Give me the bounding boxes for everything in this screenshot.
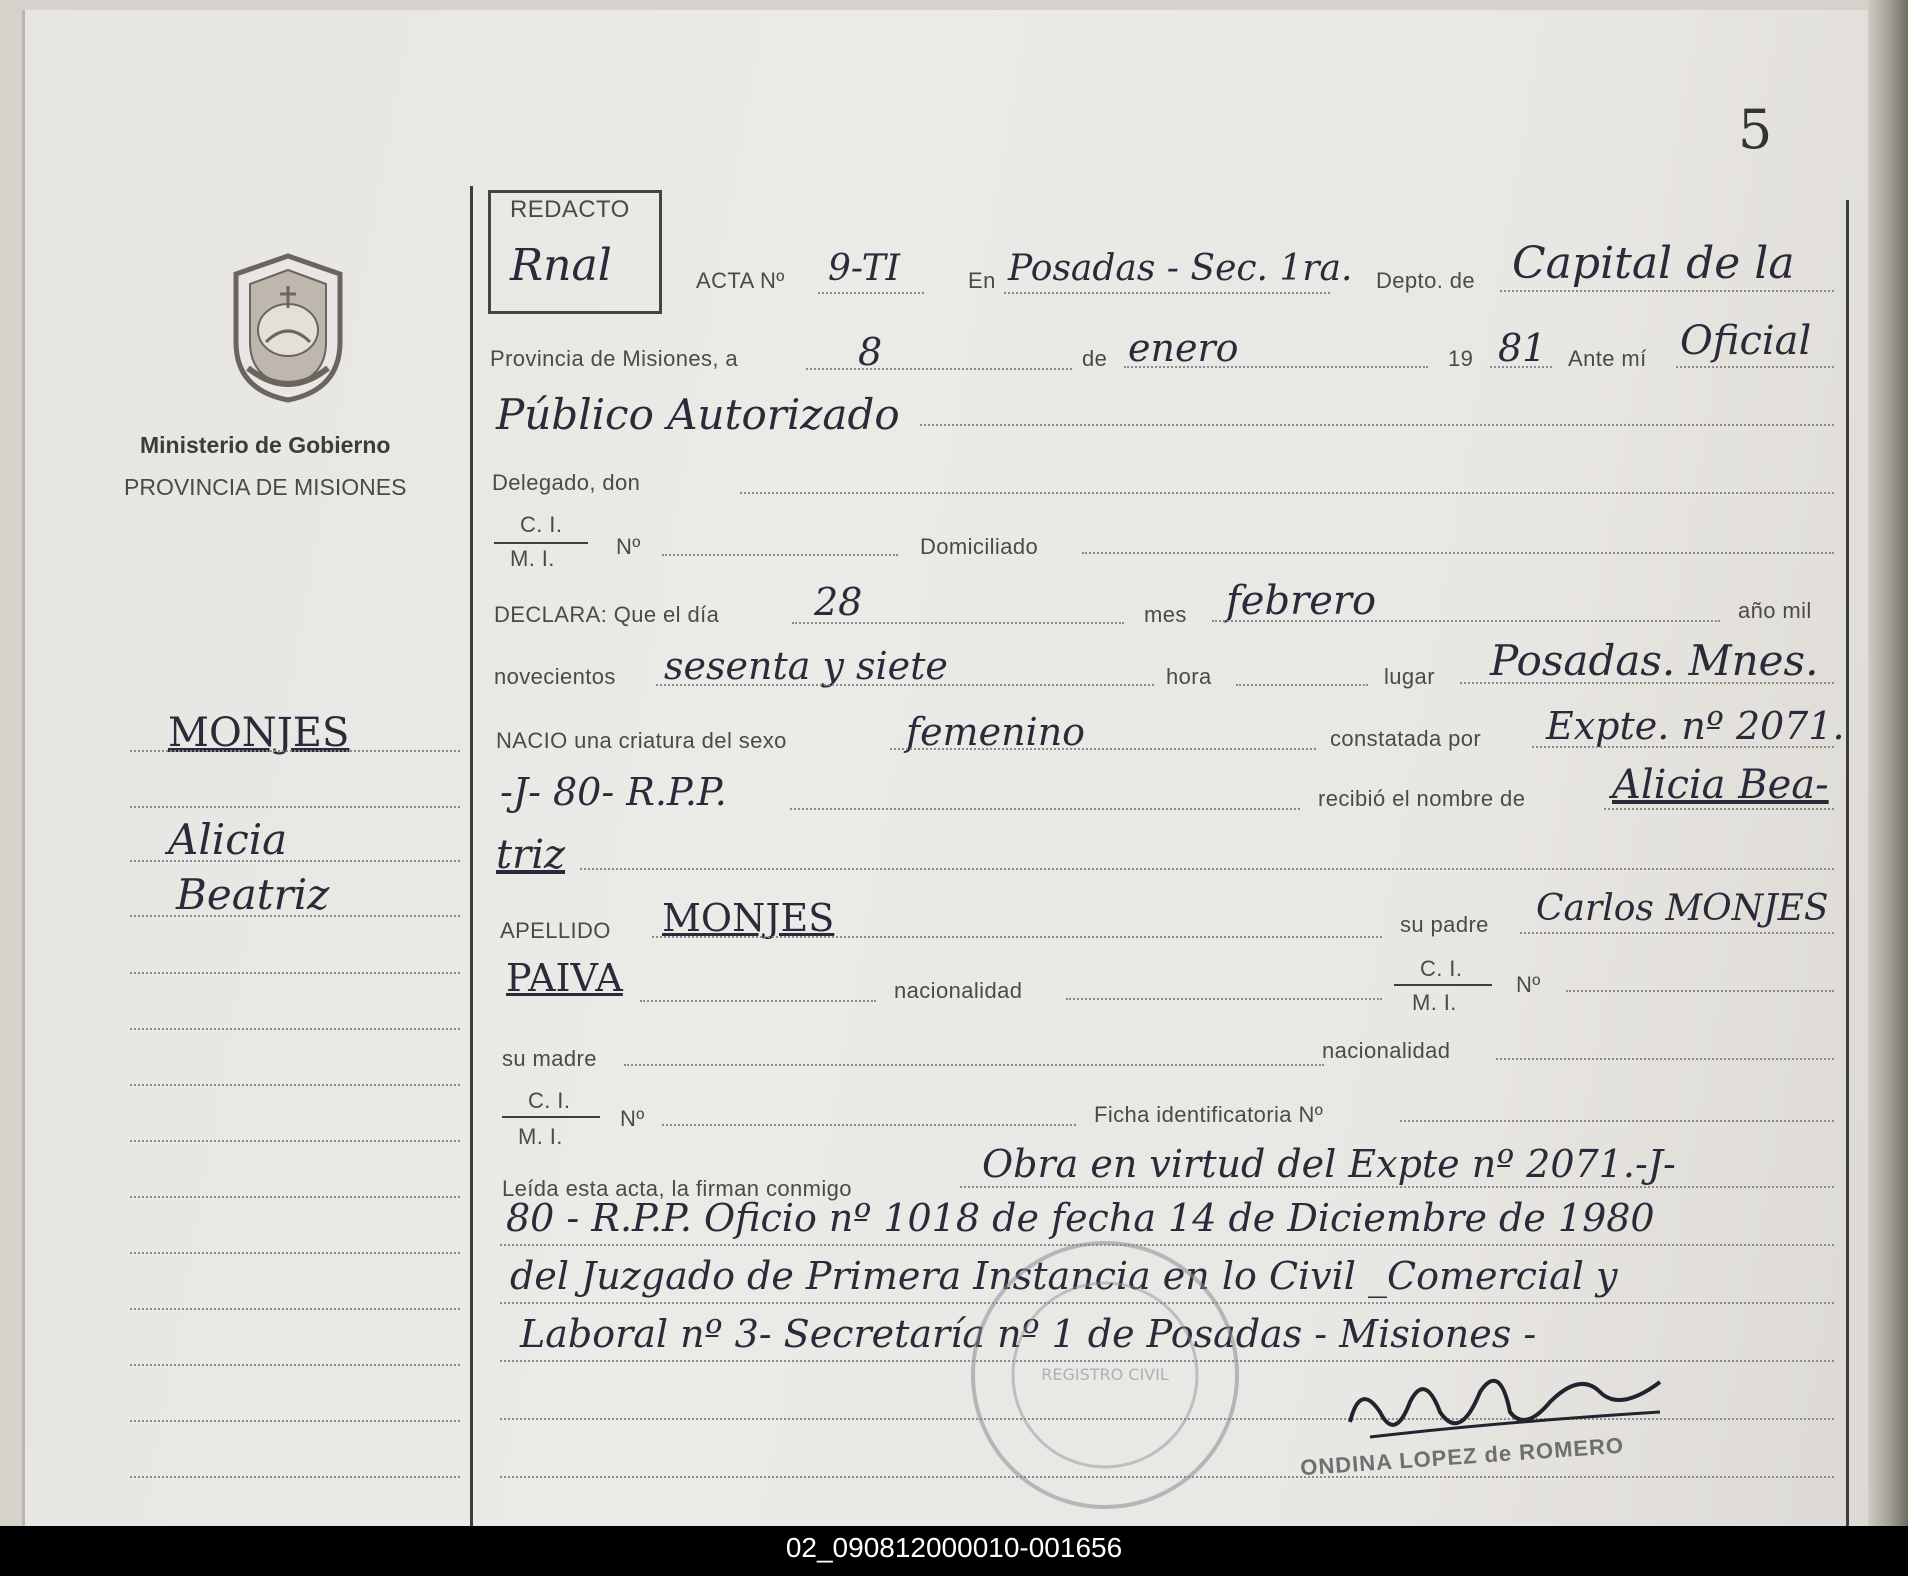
lugar-value: Posadas. Mnes.	[1490, 636, 1819, 685]
leida-label: Leída esta acta, la firman conmigo	[502, 1176, 852, 1201]
constatada-rule	[1532, 746, 1834, 748]
hora-rule	[1236, 684, 1368, 686]
declara-year-rule	[656, 684, 1154, 686]
margin-rule	[130, 1084, 460, 1086]
ci-label: C. I.	[520, 512, 563, 537]
novecientos-label: novecientos	[494, 664, 616, 689]
year-prefix: 19	[1448, 346, 1474, 371]
padre-ci-fraction-bar	[1394, 984, 1492, 986]
padre-value: Carlos MONJES	[1536, 888, 1829, 929]
margin-given-name-1: Alicia	[168, 815, 288, 864]
delegado-rule	[740, 492, 1834, 494]
margin-rule	[130, 1476, 460, 1478]
acta-rule	[818, 292, 924, 294]
ante-rule	[1676, 366, 1834, 368]
padre-nacionalidad-label: nacionalidad	[894, 978, 1023, 1003]
page-edge	[1868, 0, 1908, 1526]
nombre-continuation: triz	[496, 832, 566, 878]
margin-rule	[130, 972, 460, 974]
nombre-rule	[1604, 808, 1834, 810]
padre-ci-label: C. I.	[1420, 956, 1463, 981]
mes-label: mes	[1144, 602, 1187, 627]
depto-value: Capital de la	[1512, 238, 1795, 289]
ci-fraction-bar	[494, 542, 588, 544]
domiciliado-rule	[1082, 552, 1834, 554]
madre-nro-rule	[662, 1124, 1076, 1126]
declara-label: DECLARA: Que el día	[494, 602, 720, 627]
madre-ci-fraction-bar	[502, 1116, 600, 1118]
svg-text:REGISTRO CIVIL: REGISTRO CIVIL	[1041, 1365, 1169, 1384]
declara-day: 28	[814, 580, 863, 624]
margin-rule	[130, 860, 460, 862]
en-rule	[1004, 292, 1330, 294]
column-rule-left	[470, 186, 473, 1526]
margin-rule	[130, 1028, 460, 1030]
margin-rule	[130, 1196, 460, 1198]
document-id: 02_090812000010-001656	[785, 1532, 1123, 1563]
declara-month: febrero	[1226, 578, 1377, 624]
nro-rule	[662, 554, 898, 556]
apellido-label: APELLIDO	[500, 918, 611, 943]
column-rule-right	[1846, 200, 1849, 1526]
padre-nro-label: Nº	[1516, 972, 1541, 997]
year-rule	[1490, 366, 1552, 368]
depto-rule	[1500, 290, 1834, 292]
padre-mi-label: M. I.	[1412, 990, 1457, 1015]
constatada-continuation: -J- 80- R.P.P.	[500, 770, 727, 814]
acta-value: 9-TI	[828, 248, 901, 289]
constatada-value: Expte. nº 2071.	[1546, 704, 1845, 748]
note-line-4: Laboral nº 3- Secretaría nº 1 de Posadas - Misiones -	[520, 1312, 1537, 1356]
sexo-rule	[890, 748, 1316, 750]
month-value: enero	[1128, 326, 1239, 370]
sexo-value: femenino	[906, 710, 1086, 754]
padre-cont-rule	[640, 1000, 876, 1002]
redacto-initials: Rnal	[510, 240, 612, 291]
nacio-label: NACIO una criatura del sexo	[496, 728, 787, 753]
declara-day-rule	[792, 622, 1124, 624]
madre-mi-label: M. I.	[518, 1124, 563, 1149]
padre-continuation: PAIVA	[506, 956, 623, 1000]
lugar-label: lugar	[1384, 664, 1435, 689]
madre-ci-label: C. I.	[528, 1088, 571, 1113]
day-value: 8	[858, 330, 883, 374]
margin-surname: MONJES	[168, 710, 350, 756]
note-line-3: del Juzgado de Primera Instancia en lo Civil _Comercial y	[510, 1254, 1618, 1298]
month-rule	[1124, 366, 1428, 368]
constatada-label: constatada por	[1330, 726, 1482, 751]
margin-rule	[130, 915, 460, 917]
signature-name: ONDINA LOPEZ de ROMERO	[1299, 1432, 1625, 1481]
day-rule	[806, 368, 1072, 370]
margin-rule	[130, 1364, 460, 1366]
ministry-title: Ministerio de Gobierno	[140, 432, 391, 458]
margin-rule	[130, 1140, 460, 1142]
depto-label: Depto. de	[1376, 268, 1476, 293]
hora-label: hora	[1166, 664, 1212, 689]
declara-month-rule	[1212, 620, 1720, 622]
padre-label: su padre	[1400, 912, 1489, 937]
ficha-label: Ficha identificatoria Nº	[1094, 1102, 1324, 1127]
note-rule	[960, 1186, 1834, 1188]
provincia-label: Provincia de Misiones, a	[490, 346, 739, 371]
domiciliado-label: Domiciliado	[920, 534, 1039, 559]
en-label: En	[968, 268, 996, 293]
acta-label: ACTA Nº	[696, 268, 785, 293]
padre-nro-rule	[1566, 990, 1834, 992]
recibio-label: recibió el nombre de	[1318, 786, 1526, 811]
madre-nacionalidad-label: nacionalidad	[1322, 1038, 1451, 1063]
madre-nacionalidad-rule	[1496, 1058, 1834, 1060]
ante-cont-rule	[920, 424, 1834, 426]
madre-label: su madre	[502, 1046, 597, 1071]
margin-rule	[130, 1420, 460, 1422]
madre-rule	[624, 1064, 1324, 1066]
province-seal-icon	[218, 250, 358, 406]
delegado-label: Delegado, don	[492, 470, 641, 495]
redacto-label: REDACTO	[510, 196, 630, 223]
ante-value: Oficial	[1680, 318, 1812, 364]
en-value: Posadas - Sec. 1ra.	[1008, 248, 1353, 289]
margin-rule	[130, 750, 460, 752]
nombre-cont-rule	[580, 868, 1834, 870]
padre-nacionalidad-rule	[1066, 998, 1382, 1000]
nro-label: Nº	[616, 534, 641, 559]
margin-given-name-2: Beatriz	[176, 870, 330, 919]
nombre-value: Alicia Bea-	[1612, 762, 1829, 808]
ante-continuation: Público Autorizado	[496, 390, 900, 439]
page-number: 5	[1738, 98, 1773, 161]
padre-rule	[1520, 932, 1834, 934]
constatada-cont-rule	[790, 808, 1300, 810]
margin-rule	[130, 1252, 460, 1254]
ficha-rule	[1400, 1120, 1834, 1122]
year-value: 81	[1498, 326, 1547, 370]
apellido-value: MONJES	[662, 896, 835, 940]
apellido-rule	[652, 936, 1382, 938]
margin-rule	[130, 806, 460, 808]
note-line-2: 80 - R.P.P. Oficio nº 1018 de fecha 14 de Diciembre de 1980	[506, 1196, 1655, 1240]
note-line-1: Obra en virtud del Expte nº 2071.-J-	[982, 1142, 1676, 1186]
margin-rule	[130, 1308, 460, 1310]
official-stamp-icon	[960, 1230, 1250, 1520]
declara-year: sesenta y siete	[664, 644, 948, 688]
mi-label: M. I.	[510, 546, 555, 571]
madre-nro-label: Nº	[620, 1106, 645, 1131]
province-title: PROVINCIA DE MISIONES	[124, 474, 407, 500]
ante-label: Ante mí	[1568, 346, 1647, 371]
de-label: de	[1082, 346, 1108, 371]
lugar-rule	[1460, 682, 1834, 684]
anio-label: año mil	[1738, 598, 1812, 623]
